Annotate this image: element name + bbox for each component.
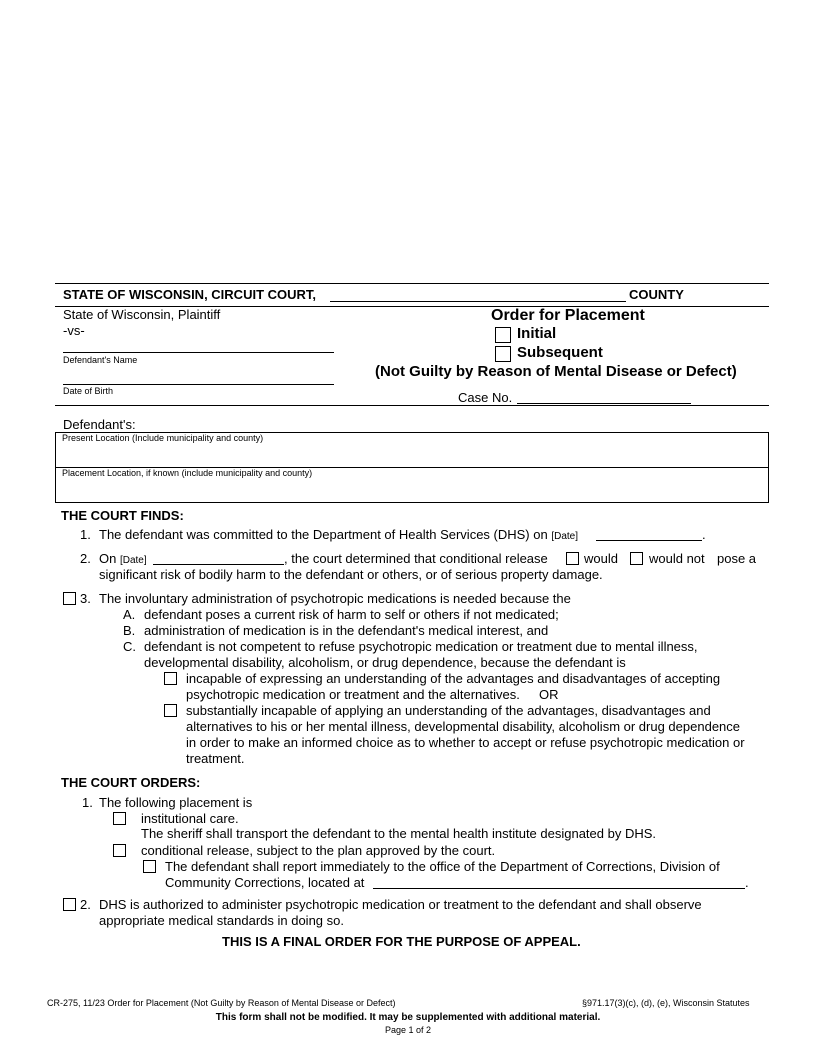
corrections-office-location-field[interactable] — [373, 888, 745, 889]
present-location-field[interactable] — [56, 445, 768, 466]
finds-item1-date-label: [Date] — [551, 531, 579, 542]
placement-location-label: Placement Location, if known (include municipality and county) — [62, 468, 313, 478]
finds-item2-on-label: On — [99, 551, 117, 566]
sheriff-transport-text: The sheriff shall transport the defendant to the mental health institute designated by DHS. — [141, 826, 657, 841]
medication-finding-checkbox[interactable] — [63, 592, 76, 605]
reason-c-label: C. — [123, 639, 136, 654]
conditional-release-checkbox[interactable] — [113, 844, 126, 857]
would-not-label: would not — [649, 551, 705, 566]
reason-b-label: B. — [123, 623, 136, 638]
vs-label: -vs- — [63, 323, 85, 338]
finds-item2-text: , the court determined that conditional release — [284, 551, 548, 566]
caption-bottom-rule — [55, 405, 769, 406]
would-label: would — [584, 551, 618, 566]
determination-date-field[interactable] — [153, 564, 284, 565]
reason-a-text: defendant poses a current risk of harm to self or others if not medicated; — [144, 607, 559, 622]
finds-item1-period: . — [702, 527, 706, 542]
initial-label: Initial — [517, 325, 557, 342]
finds-item3-text: The involuntary administration of psychotropic medications is needed because the — [99, 591, 571, 606]
date-of-birth-label: Date of Birth — [63, 386, 114, 396]
court-heading: STATE OF WISCONSIN, CIRCUIT COURT, — [63, 287, 317, 302]
would-not-checkbox[interactable] — [630, 552, 643, 565]
date-of-birth-field[interactable] — [63, 384, 334, 385]
initial-checkbox[interactable] — [495, 327, 511, 343]
dhs-authorization-checkbox[interactable] — [63, 898, 76, 911]
incapable-applying-line3: in order to make an informed choice as to whether to accept or refuse psychotropic medication or — [186, 735, 745, 750]
finds-item2-number: 2. — [80, 551, 91, 566]
county-name-field[interactable] — [330, 301, 626, 302]
commitment-date-field[interactable] — [596, 540, 702, 541]
incapable-applying-checkbox[interactable] — [164, 704, 177, 717]
incapable-expressing-line1: incapable of expressing an understanding of the advantages and disadvantages of accepting — [186, 671, 721, 686]
final-order-statement: THIS IS A FINAL ORDER FOR THE PURPOSE OF APPEAL. — [222, 934, 581, 949]
or-label: OR — [539, 687, 559, 702]
plaintiff-label: State of Wisconsin, Plaintiff — [63, 307, 221, 322]
orders-item1-number: 1. — [82, 795, 93, 810]
modification-notice: This form shall not be modified. It may be supplemented with additional material. — [215, 1012, 601, 1023]
court-finds-heading: THE COURT FINDS: — [61, 508, 184, 523]
defendant-name-field[interactable] — [63, 352, 334, 353]
institutional-care-checkbox[interactable] — [113, 812, 126, 825]
court-orders-heading: THE COURT ORDERS: — [61, 775, 201, 790]
document-subtitle: (Not Guilty by Reason of Mental Disease or Defect) — [375, 363, 737, 380]
incapable-expressing-line2: psychotropic medication or treatment and the alternatives. — [186, 687, 520, 702]
county-label: COUNTY — [629, 287, 684, 302]
incapable-applying-line4: treatment. — [186, 751, 245, 766]
finds-item2-date-label: [Date] — [119, 555, 147, 566]
incapable-expressing-checkbox[interactable] — [164, 672, 177, 685]
report-corrections-checkbox[interactable] — [143, 860, 156, 873]
subsequent-checkbox[interactable] — [495, 346, 511, 362]
placement-location-field[interactable] — [56, 480, 768, 502]
finds-item1-number: 1. — [80, 527, 91, 542]
report-corrections-line2: Community Corrections, located at — [165, 875, 365, 890]
incapable-applying-line2: alternatives to his or her mental illness, developmental disability, alcoholism or drug dependence — [186, 719, 741, 734]
page-number: Page 1 of 2 — [384, 1025, 432, 1035]
finds-item1-statement: The defendant was committed to the Department of Health Services (DHS) on — [99, 527, 548, 542]
finds-item1-text — [99, 527, 578, 545]
finds-item3-number: 3. — [80, 591, 91, 606]
defendant-name-label: Defendant's Name — [63, 355, 138, 365]
finds-item2-line2: significant risk of bodily harm to the defendant or others, or of serious property damage. — [99, 567, 603, 582]
orders-item2-number: 2. — [80, 897, 91, 912]
institutional-care-label: institutional care. — [141, 811, 239, 826]
reason-b-text: administration of medication is in the defendant's medical interest, and — [144, 623, 549, 638]
reason-c-line2: developmental disability, alcoholism, or drug dependence, because the defendant is — [144, 655, 626, 670]
statute-reference: §971.17(3)(c), (d), (e), Wisconsin Statutes — [582, 998, 750, 1008]
defendants-heading: Defendant's: — [63, 417, 136, 432]
report-corrections-line1: The defendant shall report immediately to the office of the Department of Corrections, Division of — [165, 859, 720, 874]
caption-top-rule — [55, 283, 769, 284]
subsequent-label: Subsequent — [517, 344, 603, 361]
incapable-applying-line1: substantially incapable of applying an understanding of the advantages, disadvantages and — [186, 703, 711, 718]
orders-item2-line2: appropriate medical standards in doing so. — [99, 913, 344, 928]
report-corrections-period: . — [745, 875, 749, 890]
case-number-label: Case No. — [458, 390, 513, 405]
form-identifier: CR-275, 11/23 Order for Placement (Not Guilty by Reason of Mental Disease or Defect) — [47, 998, 396, 1008]
reason-a-label: A. — [123, 607, 136, 622]
conditional-release-label: conditional release, subject to the plan approved by the court. — [141, 843, 496, 858]
orders-item2-line1: DHS is authorized to administer psychotropic medication or treatment to the defendant and shall observe — [99, 897, 702, 912]
present-location-label: Present Location (Include municipality and county) — [62, 433, 264, 443]
case-number-field[interactable] — [517, 403, 691, 404]
reason-c-line1: defendant is not competent to refuse psychotropic medication or treatment due to mental illness, — [144, 639, 698, 654]
pose-a-label: pose a — [717, 551, 757, 566]
would-checkbox[interactable] — [566, 552, 579, 565]
document-title: Order for Placement — [491, 307, 645, 324]
orders-item1-text: The following placement is — [99, 795, 253, 810]
